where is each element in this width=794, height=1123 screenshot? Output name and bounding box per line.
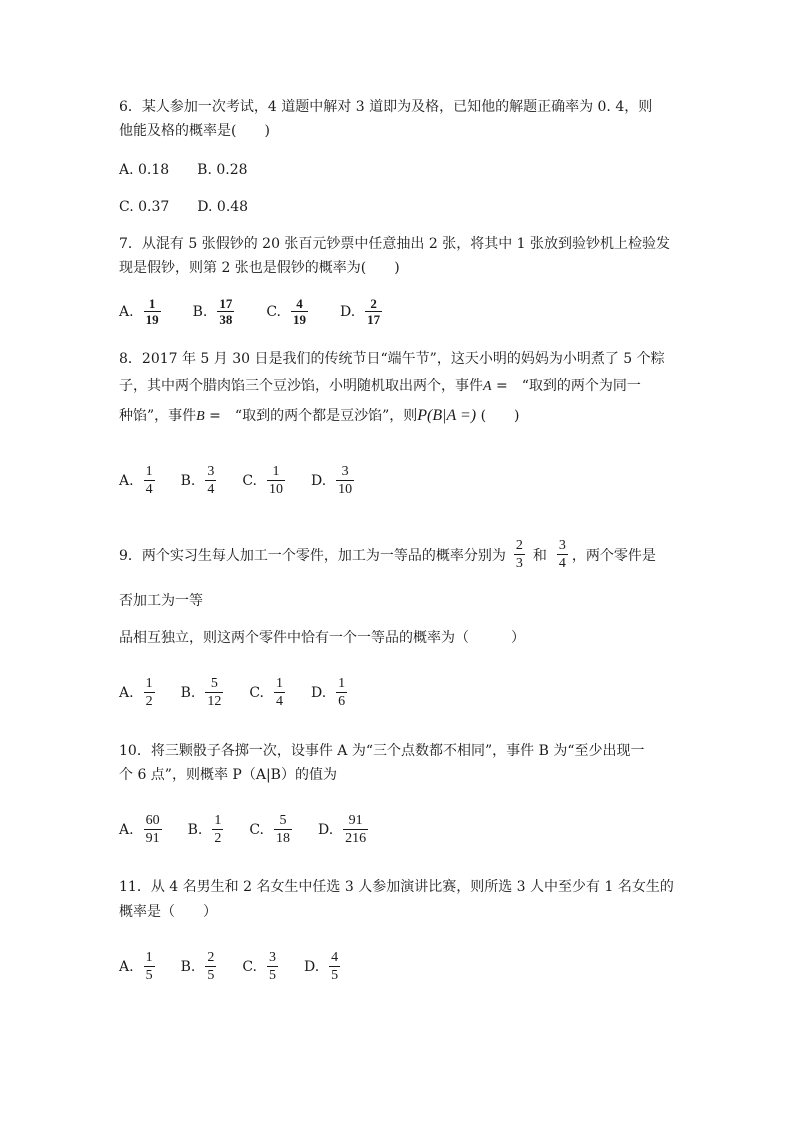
option-label: D. xyxy=(339,303,356,320)
numerator: 60 xyxy=(145,813,160,828)
q7-options xyxy=(119,296,386,327)
q8-option-b xyxy=(181,463,221,498)
q8-line2-rest: = “取到的两个为同一 xyxy=(491,378,641,394)
denominator: 17 xyxy=(367,312,381,327)
q8-line3-text-a: 种馅”，事件 xyxy=(119,408,197,424)
q11-stem-line1: 11．从 4 名男生和 2 名女生中任选 3 人参加演讲比赛，则所选 3 人中至少有 1 名女生的 xyxy=(119,879,674,895)
numerator: 1 xyxy=(145,464,153,479)
fraction xyxy=(267,949,278,984)
denominator: 19 xyxy=(145,312,159,327)
fraction xyxy=(274,675,285,710)
q10-option-a xyxy=(119,812,166,847)
numerator: 2 xyxy=(370,296,377,311)
denominator: 2 xyxy=(214,831,222,846)
fraction xyxy=(212,812,223,847)
fraction xyxy=(205,949,216,984)
q11-options xyxy=(119,949,344,984)
q8-stem-line3 xyxy=(119,407,520,426)
fraction xyxy=(336,463,354,498)
q9-stem-line2: 否加工为一等 xyxy=(119,593,203,609)
q8-option-a xyxy=(119,463,159,498)
q8-line3-text-b: = “取到的两个都是豆沙馅”，则 xyxy=(204,408,418,424)
numerator: 17 xyxy=(219,296,233,311)
numerator: 1 xyxy=(275,676,283,691)
fraction xyxy=(217,296,234,327)
numerator: 1 xyxy=(148,296,156,311)
denominator: 2 xyxy=(145,694,153,709)
option-label: B. xyxy=(180,472,196,489)
numerator: 2 xyxy=(207,950,215,965)
option-label: C. xyxy=(249,684,264,701)
option-label: C. xyxy=(249,821,264,838)
fraction xyxy=(274,812,292,847)
option-label: A. xyxy=(119,472,134,489)
fraction xyxy=(343,812,368,847)
q11-option-d xyxy=(304,949,344,984)
denominator: 10 xyxy=(268,482,283,497)
denominator: 38 xyxy=(219,312,233,327)
q9-line1-text-b: 和 xyxy=(532,547,547,564)
numerator: 91 xyxy=(348,813,363,828)
q7-option-b xyxy=(193,296,239,327)
fraction xyxy=(514,537,525,572)
q8-stem-line1: 8．2017 年 5 月 30 日是我们的传统节日“端午节”，这天小明的妈妈为小明煮了 5 个粽 xyxy=(119,351,665,367)
fraction xyxy=(205,463,216,498)
fraction xyxy=(144,812,162,847)
numerator: 1 xyxy=(145,950,153,965)
fraction xyxy=(144,675,155,710)
denominator: 4 xyxy=(145,482,153,497)
fraction xyxy=(205,675,223,710)
option-label: A. xyxy=(119,303,134,320)
q6-stem-line1: 6．某人参加一次考试，4 道题中解对 3 道即为及格，已知他的解题正确率为 0. 4，则 xyxy=(119,99,653,115)
q11-option-b xyxy=(181,949,221,984)
q9-option-a xyxy=(119,675,159,710)
q10-option-c xyxy=(249,812,296,847)
option-label: A. xyxy=(119,958,134,975)
q6-options-row2: C. 0.37 D. 0.48 xyxy=(119,199,249,215)
q7-option-c xyxy=(266,296,312,327)
denominator: 12 xyxy=(207,694,222,709)
option-label: D. xyxy=(317,821,334,838)
denominator: 5 xyxy=(268,968,276,983)
denominator: 3 xyxy=(515,556,523,571)
denominator: 4 xyxy=(275,694,283,709)
option-label: A. xyxy=(119,684,134,701)
q8-line3-text-c: ( ) xyxy=(476,408,520,424)
fraction xyxy=(144,296,161,327)
q9-stem-line1 xyxy=(119,537,656,572)
q10-stem-line1: 10．将三颗骰子各掷一次，设事件 A 为“三个点数都不相同”，事件 B 为“至少出现一 xyxy=(119,743,645,759)
numerator: 4 xyxy=(296,296,303,311)
numerator: 3 xyxy=(341,464,349,479)
numerator: 2 xyxy=(515,538,523,553)
q6-options-row1: A. 0.18 B. 0.28 xyxy=(119,162,248,178)
option-label: B. xyxy=(187,821,203,838)
denominator: 10 xyxy=(338,482,353,497)
denominator: 91 xyxy=(145,831,160,846)
q8-stem-line2 xyxy=(119,377,641,396)
conditional-prob-expr: P(B|A =) xyxy=(417,407,477,424)
numerator: 1 xyxy=(214,813,222,828)
q11-option-a xyxy=(119,949,159,984)
q8-line2-text: 子，其中两个腊肉馅三个豆沙馅，小明随机取出两个，事件 xyxy=(119,378,483,394)
q7-option-d xyxy=(340,296,386,327)
q7-stem-line1: 7．从混有 5 张假钞的 20 张百元钞票中任意抽出 2 张，将其中 1 张放到验钞机上检验发 xyxy=(119,236,671,252)
numerator: 4 xyxy=(331,950,339,965)
option-label: B. xyxy=(180,958,196,975)
denominator: 18 xyxy=(275,831,290,846)
numerator: 5 xyxy=(279,813,287,828)
numerator: 1 xyxy=(272,464,280,479)
numerator: 5 xyxy=(210,676,218,691)
fraction xyxy=(267,463,285,498)
option-label: C. xyxy=(266,303,281,320)
option-label: D. xyxy=(310,684,327,701)
option-label: C. xyxy=(242,958,257,975)
q9-options xyxy=(119,675,351,710)
fraction xyxy=(336,675,347,710)
numerator: 3 xyxy=(268,950,276,965)
denominator: 6 xyxy=(338,694,346,709)
q10-stem-line2: 个 6 点”，则概率 P（A|B）的值为 xyxy=(119,767,337,783)
q9-line1-text-c: ，两个零件是 xyxy=(571,547,656,564)
q9-stem-line3: 品相互独立，则这两个零件中恰有一个一等品的概率为（ ） xyxy=(119,630,525,646)
denominator: 5 xyxy=(331,968,339,983)
numerator: 1 xyxy=(338,676,346,691)
q11-option-c xyxy=(242,949,282,984)
fraction xyxy=(144,949,155,984)
q10-options xyxy=(119,812,372,847)
q8-option-c xyxy=(242,463,289,498)
q9-option-d xyxy=(311,675,351,710)
q10-option-b xyxy=(188,812,228,847)
q8-options xyxy=(119,463,358,498)
option-label: A. xyxy=(119,821,134,838)
fraction xyxy=(144,463,155,498)
q7-option-a xyxy=(119,296,165,327)
event-b-var: B xyxy=(196,409,205,424)
denominator: 5 xyxy=(207,968,215,983)
fraction xyxy=(557,537,568,572)
fraction xyxy=(329,949,340,984)
option-label: B. xyxy=(180,684,196,701)
q10-option-d xyxy=(318,812,372,847)
option-label: C. xyxy=(242,472,257,489)
numerator: 3 xyxy=(558,538,566,553)
fraction xyxy=(291,296,308,327)
denominator: 5 xyxy=(145,968,153,983)
option-label: B. xyxy=(192,303,208,320)
q9-line1-text-a: 9．两个实习生每人加工一个零件，加工为一等品的概率分别为 xyxy=(119,547,506,564)
q7-stem-line2: 现是假钞，则第 2 张也是假钞的概率为( ) xyxy=(119,260,400,276)
numerator: 1 xyxy=(145,676,153,691)
option-label: D. xyxy=(303,958,320,975)
q9-option-c xyxy=(249,675,289,710)
denominator: 4 xyxy=(558,556,566,571)
q8-option-d xyxy=(311,463,358,498)
denominator: 216 xyxy=(345,831,367,846)
q11-stem-line2: 概率是（ ） xyxy=(119,904,217,920)
numerator: 3 xyxy=(207,464,215,479)
option-label: D. xyxy=(310,472,327,489)
q9-option-b xyxy=(181,675,228,710)
event-a-var: A xyxy=(483,379,492,394)
denominator: 19 xyxy=(292,312,306,327)
q6-stem-line2: 他能及格的概率是( ) xyxy=(119,123,270,139)
fraction xyxy=(365,296,382,327)
denominator: 4 xyxy=(207,482,215,497)
